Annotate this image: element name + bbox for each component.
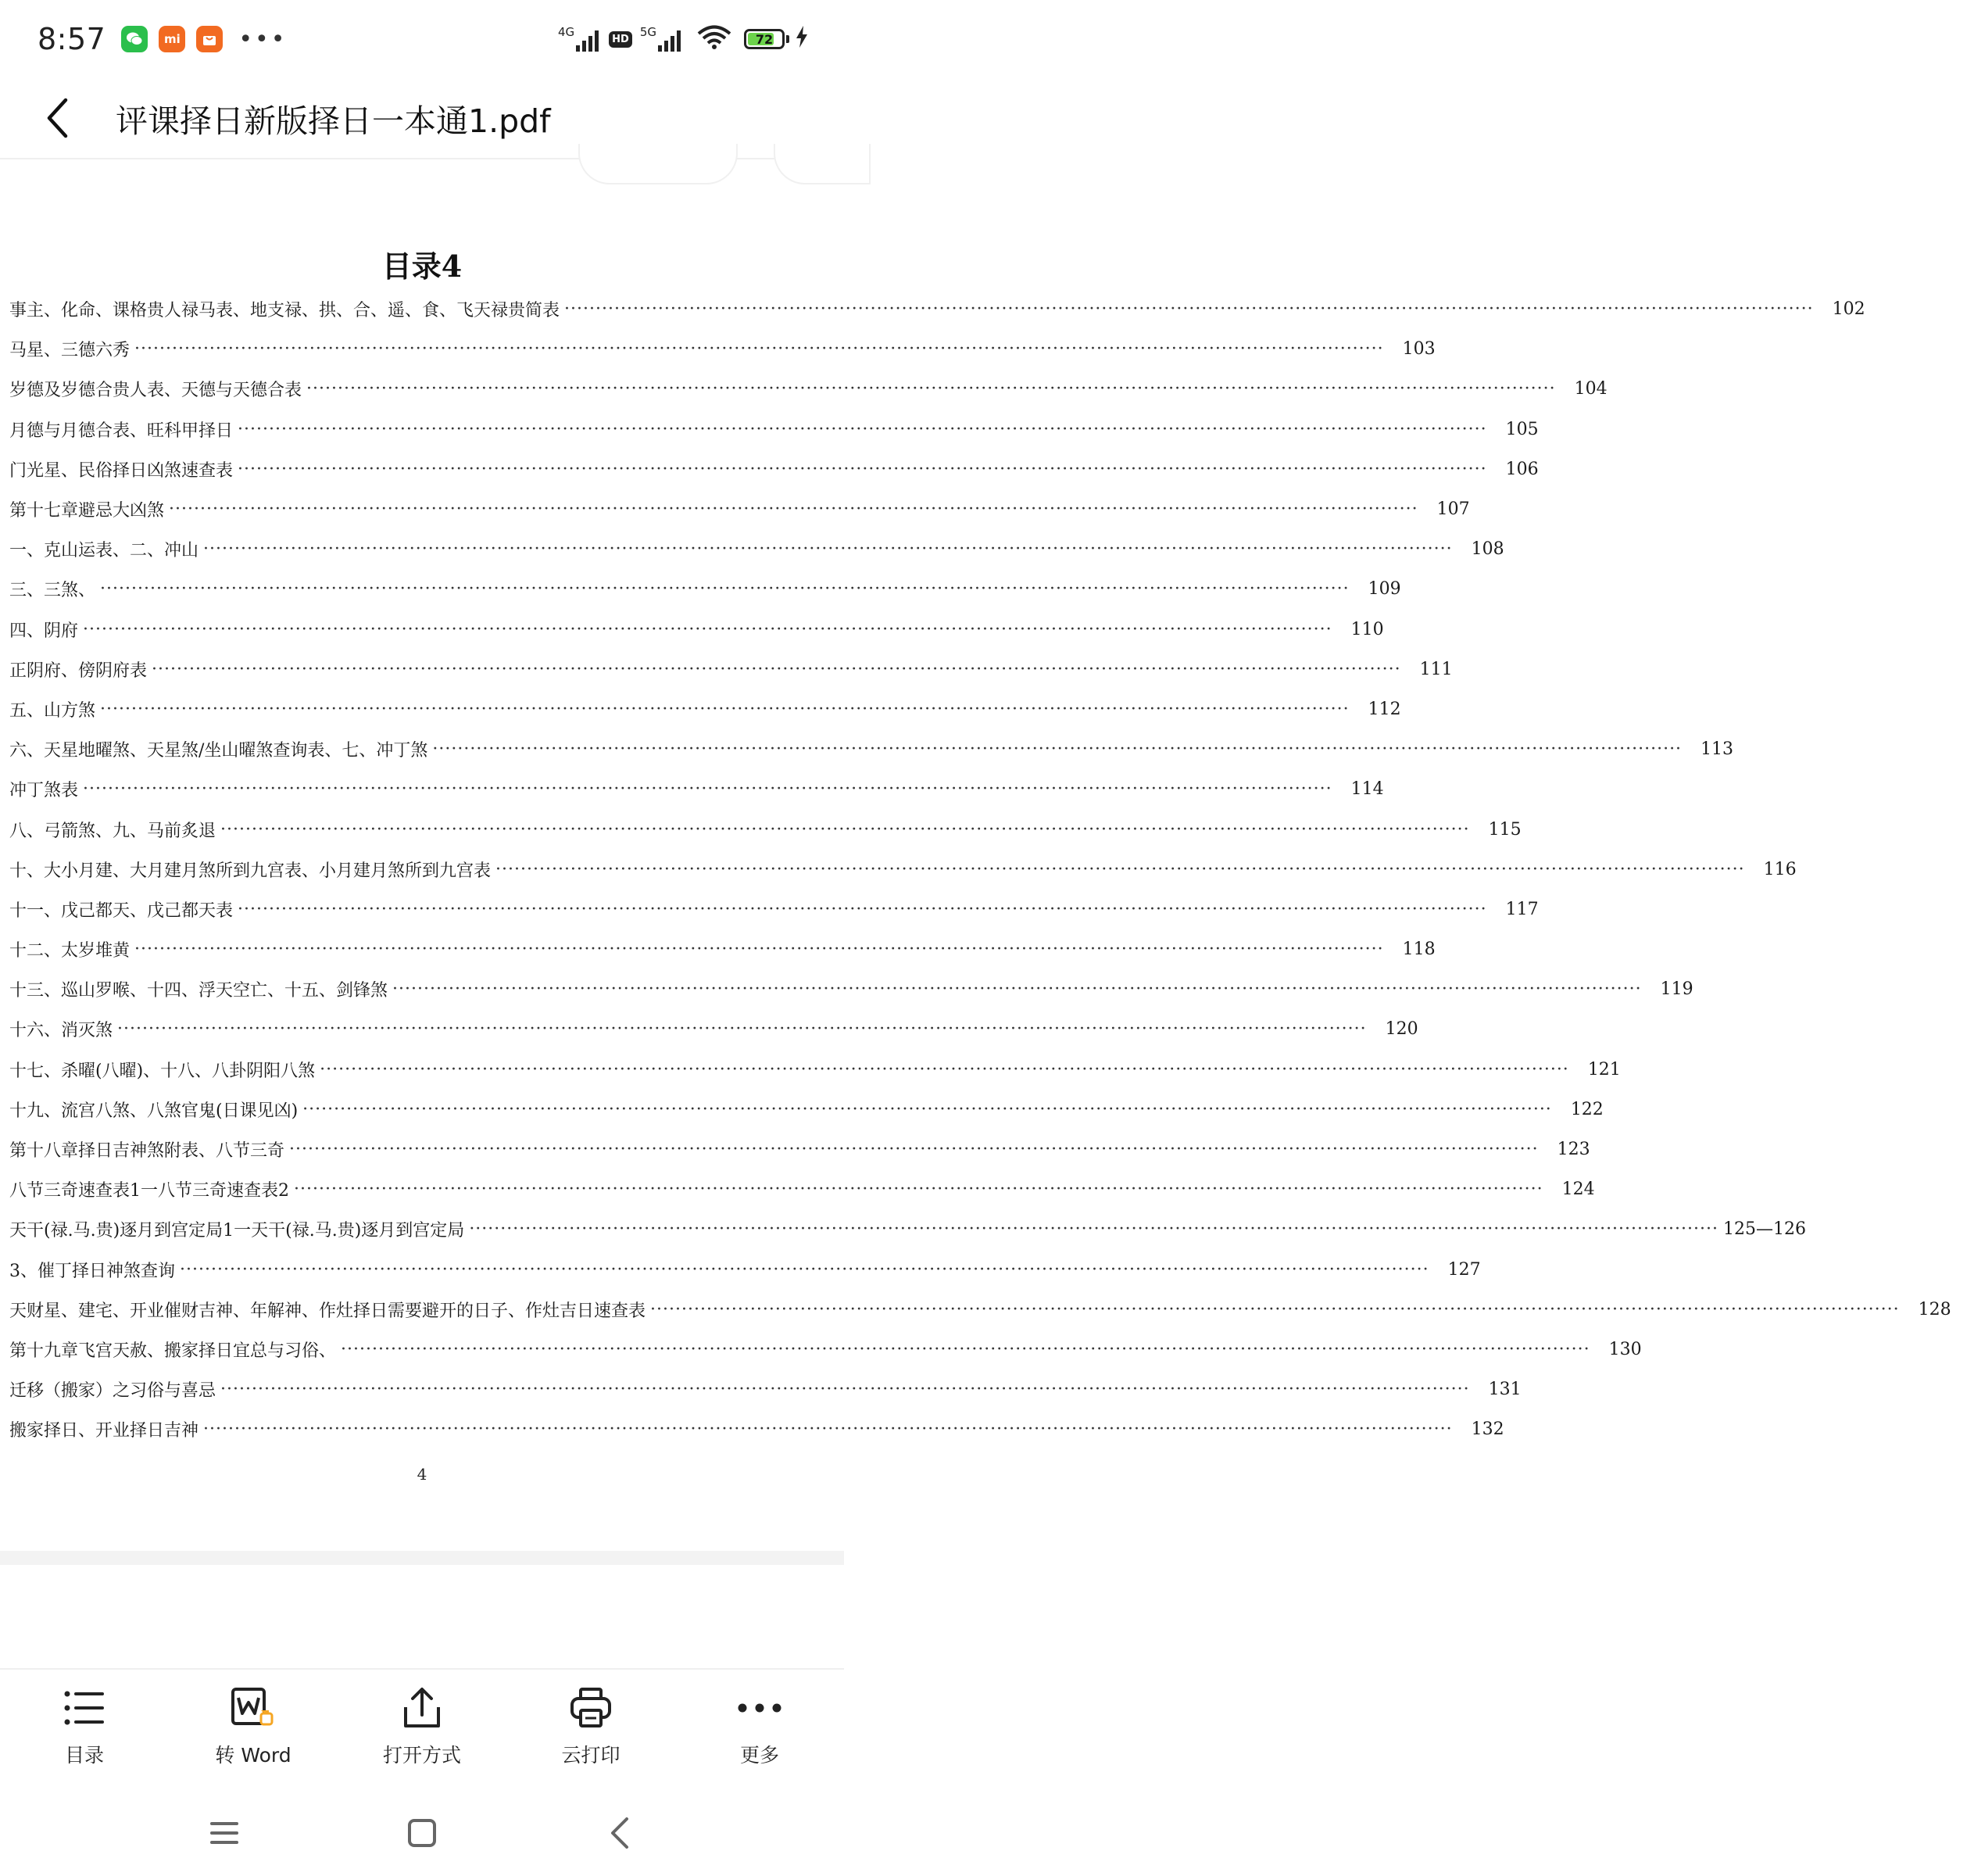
more-dots-icon <box>737 1685 782 1731</box>
toc-button[interactable] <box>0 1670 169 1787</box>
toc-entry-title: 门光星、民俗择日凶煞速查表 <box>9 460 234 481</box>
toc-entry[interactable] <box>9 610 1384 650</box>
toc-entry-title: 冲丁煞表 <box>9 781 79 801</box>
toc-entry-page: 110 <box>1350 619 1384 639</box>
toc-entry-title: 八节三奇速查表1一八节三奇速查表2 <box>9 1181 289 1201</box>
toc-entry-page: 111 <box>1419 659 1453 679</box>
toc-entry[interactable] <box>9 410 1539 449</box>
home-square-icon <box>406 1817 438 1849</box>
toc-entry[interactable] <box>9 289 1865 329</box>
toc-entry-title: 月德与月德合表、旺科甲择日 <box>9 421 234 441</box>
toc-entry-page: 122 <box>1570 1099 1604 1119</box>
toc-leader-dots: ········································································································································································································ <box>238 899 1487 919</box>
toc-entry-page: 125—126 <box>1722 1219 1806 1240</box>
toc-entry-page: 104 <box>1574 379 1608 399</box>
convert-to-word-label: 转 Word <box>215 1744 291 1767</box>
toc-leader-dots: ········································································································································································································ <box>169 499 1418 520</box>
toc-list <box>9 289 1951 1449</box>
mi-app-icon: mi <box>159 26 185 52</box>
toc-leader-dots: ········································································································································································································ <box>341 1339 1590 1359</box>
toc-entry-title: 十、大小月建、大月建月煞所到九宫表、小月建月煞所到九宫表 <box>9 861 492 881</box>
menu-icon <box>209 1820 240 1846</box>
toc-entry-page: 131 <box>1488 1380 1522 1400</box>
word-convert-icon <box>230 1685 277 1731</box>
toc-entry-title: 五、山方煞 <box>9 700 96 721</box>
toc-entry-page: 106 <box>1505 459 1539 479</box>
toc-leader-dots: ········································································································································································································ <box>220 1380 1470 1400</box>
toc-leader-dots: ········································································································································································································ <box>650 1299 1900 1319</box>
toc-entry[interactable] <box>9 449 1539 489</box>
toc-entry[interactable] <box>9 809 1522 849</box>
open-with-button[interactable] <box>338 1670 506 1787</box>
toc-entry[interactable] <box>9 529 1504 569</box>
toc-entry-page: 124 <box>1561 1180 1595 1200</box>
toc-entry-page: 114 <box>1350 779 1384 800</box>
toc-entry[interactable] <box>9 769 1384 809</box>
toc-entry-page: 119 <box>1660 979 1693 1000</box>
toc-entry-page: 123 <box>1557 1140 1590 1160</box>
toc-leader-dots: ········································································································································································································ <box>180 1259 1429 1280</box>
more-notifications-icon: ••• <box>238 25 288 53</box>
network-label-5g: 5G <box>639 25 656 39</box>
toc-leader-dots: ········································································································································································································ <box>100 579 1350 600</box>
toc-leader-dots: ········································································································································································································ <box>564 299 1814 320</box>
toc-entry-page: 128 <box>1918 1299 1951 1319</box>
toc-leader-dots: ········································································································································································································ <box>302 1099 1552 1119</box>
page-tab-decoration <box>578 144 738 184</box>
toc-leader-dots: ········································································································································································································ <box>495 859 1745 879</box>
toc-leader-dots: ········································································································································································································ <box>306 379 1556 399</box>
convert-to-word-button[interactable] <box>169 1670 338 1787</box>
page-number: 4 <box>417 1465 427 1484</box>
toc-leader-dots: ········································································································································································································ <box>220 819 1470 840</box>
toc-entry-page: 116 <box>1763 859 1797 879</box>
bottom-toolbar <box>0 1668 844 1787</box>
document-title: 评课择日新版择日一本通1.pdf <box>116 102 551 140</box>
signal-5g <box>640 27 683 52</box>
toc-entry-title: 六、天星地曜煞、天星煞/坐山曜煞查询表、七、冲丁煞 <box>9 741 428 761</box>
toc-entry[interactable] <box>9 569 1401 609</box>
toc-entry[interactable] <box>9 1409 1504 1449</box>
toc-entry-title: 十六、消灭煞 <box>9 1021 113 1041</box>
toc-entry-title: 正阴府、傍阴府表 <box>9 661 148 681</box>
toc-entry[interactable] <box>9 929 1436 969</box>
toc-entry[interactable] <box>9 369 1608 409</box>
more-button[interactable] <box>675 1670 844 1787</box>
toc-leader-dots: ········································································································································································································ <box>469 1219 1718 1240</box>
notification-icons <box>121 26 287 53</box>
toc-entry-page: 132 <box>1471 1420 1504 1440</box>
toc-entry-title: 十七、杀曜(八曜)、十八、八卦阴阳八煞 <box>9 1061 316 1081</box>
toc-entry[interactable] <box>9 1290 1951 1330</box>
toc-entry-title: 三、三煞、 <box>9 581 96 601</box>
page-tab-decoration <box>774 144 871 184</box>
toc-leader-dots: ········································································································································································································ <box>238 459 1487 479</box>
toc-entry-title: 十九、流宫八煞、八煞官鬼(日课见凶) <box>9 1101 299 1121</box>
system-nav-bar <box>0 1790 844 1876</box>
toc-leader-dots: ········································································································································································································ <box>83 619 1332 639</box>
toc-entry[interactable] <box>9 890 1539 929</box>
system-back-button[interactable] <box>596 1810 643 1856</box>
toc-entry-page: 103 <box>1402 339 1436 360</box>
toc-entry[interactable] <box>9 1130 1590 1169</box>
toc-leader-dots: ········································································································································································································ <box>134 940 1384 960</box>
status-time: 8:57 <box>38 22 106 56</box>
toc-entry-page: 115 <box>1488 819 1522 840</box>
share-upload-icon <box>402 1685 442 1731</box>
toc-entry-title: 天财星、建宅、开业催财吉神、年解神、作灶择日需要避开的日子、作灶吉日速查表 <box>9 1301 646 1321</box>
toc-entry-title: 岁德及岁德合贵人表、天德与天德合表 <box>9 381 302 401</box>
toc-entry[interactable] <box>9 1369 1522 1409</box>
hd-badge: HD <box>609 31 632 48</box>
toc-entry[interactable] <box>9 489 1470 529</box>
toc-entry-page: 102 <box>1832 299 1865 320</box>
toc-leader-dots: ········································································································································································································ <box>432 739 1683 760</box>
toc-entry-title: 十一、戊己都天、戊己都天表 <box>9 900 234 921</box>
toc-leader-dots: ········································································································································································································ <box>203 1420 1453 1440</box>
toc-entry-title: 马星、三德六秀 <box>9 341 131 361</box>
pdf-viewer[interactable] <box>0 159 1951 1551</box>
signal-bars-icon <box>576 30 601 52</box>
charging-icon <box>796 26 808 53</box>
system-indicators <box>558 25 808 53</box>
battery-cap <box>786 35 789 43</box>
toc-entry-page: 130 <box>1608 1339 1642 1359</box>
toc-entry[interactable] <box>9 850 1797 890</box>
printer-icon <box>570 1685 612 1731</box>
status-bar <box>0 0 844 78</box>
cloud-print-button[interactable] <box>506 1670 675 1787</box>
toc-entry-title: 第十八章择日吉神煞附表、八节三奇 <box>9 1141 285 1162</box>
toc-entry-page: 118 <box>1402 940 1436 960</box>
toc-entry-page: 117 <box>1505 899 1539 919</box>
toc-entry-title: 搬家择日、开业择日吉神 <box>9 1421 199 1441</box>
toc-entry-page: 112 <box>1368 699 1401 719</box>
toc-entry-title: 迁移（搬家）之习俗与喜忌 <box>9 1381 216 1402</box>
toc-entry-title: 四、阴府 <box>9 621 79 641</box>
pdf-page <box>0 159 1951 1551</box>
toc-entry[interactable] <box>9 1209 1806 1249</box>
toc-title: 目录4 <box>381 249 463 284</box>
signal-bars-icon <box>658 30 683 52</box>
toc-leader-dots: ········································································································································································································ <box>289 1140 1539 1160</box>
back-arrow-icon <box>45 98 69 138</box>
toc-entry[interactable] <box>9 1330 1642 1369</box>
back-chevron-icon <box>608 1816 631 1850</box>
home-button[interactable] <box>399 1810 445 1856</box>
list-icon <box>63 1685 106 1731</box>
toc-entry-title: 十三、巡山罗喉、十四、浮天空亡、十五、剑锋煞 <box>9 981 388 1001</box>
toc-entry-page: 108 <box>1471 539 1504 560</box>
shop-app-icon <box>196 26 223 52</box>
toc-entry-page: 107 <box>1436 499 1470 520</box>
toc-entry-title: 事主、化命、课格贵人禄马表、地支禄、拱、合、遥、食、飞天禄贵简表 <box>9 301 560 321</box>
battery-icon <box>744 29 785 49</box>
toc-entry-page: 127 <box>1447 1259 1481 1280</box>
toc-entry-title: 第十九章飞宫天赦、搬家择日宜总与习俗、 <box>9 1341 337 1361</box>
toc-entry[interactable] <box>9 329 1436 369</box>
signal-4g <box>558 27 601 52</box>
wifi-icon <box>697 25 731 53</box>
toc-entry[interactable] <box>9 689 1401 729</box>
toc-entry[interactable] <box>9 1090 1604 1130</box>
toc-leader-dots: ········································································································································································································ <box>392 979 1642 1000</box>
toc-entry-page: 105 <box>1505 419 1539 439</box>
toc-entry-page: 121 <box>1587 1059 1621 1079</box>
toc-entry[interactable] <box>9 1009 1418 1049</box>
toc-leader-dots: ········································································································································································································ <box>83 779 1332 800</box>
toc-entry-page: 109 <box>1368 579 1401 600</box>
toc-entry[interactable] <box>9 1169 1595 1209</box>
toc-leader-dots: ········································································································································································································ <box>238 419 1487 439</box>
more-label: 更多 <box>739 1744 779 1767</box>
toc-leader-dots: ········································································································································································································ <box>117 1019 1367 1040</box>
toc-entry[interactable] <box>9 1250 1481 1290</box>
page-separator <box>0 1551 844 1565</box>
toc-entry-title: 一、克山运表、二、冲山 <box>9 541 199 561</box>
toc-leader-dots: ········································································································································································································ <box>320 1059 1569 1079</box>
toc-leader-dots: ········································································································································································································ <box>152 659 1401 679</box>
toc-entry-title: 3、催丁择日神煞查询 <box>9 1261 175 1281</box>
back-button[interactable] <box>45 95 77 141</box>
toc-entry[interactable] <box>9 1050 1621 1090</box>
toc-leader-dots: ········································································································································································································ <box>203 539 1453 560</box>
toc-leader-dots: ········································································································································································································ <box>294 1180 1543 1200</box>
toc-entry[interactable] <box>9 969 1693 1009</box>
toc-entry-page: 113 <box>1701 739 1734 760</box>
toc-button-label: 目录 <box>64 1744 104 1767</box>
wechat-icon <box>121 26 148 52</box>
toc-entry-page: 120 <box>1385 1019 1418 1040</box>
toc-leader-dots: ········································································································································································································ <box>100 699 1350 719</box>
open-with-label: 打开方式 <box>382 1744 461 1767</box>
toc-entry[interactable] <box>9 729 1734 769</box>
toc-entry-title: 天干(禄.马.贵)逐月到宫定局1一天干(禄.马.贵)逐月到宫定局 <box>9 1221 465 1241</box>
toc-entry[interactable] <box>9 650 1453 689</box>
recent-apps-button[interactable] <box>201 1810 248 1856</box>
toc-leader-dots: ········································································································································································································ <box>134 339 1384 360</box>
toc-entry-title: 十二、太岁堆黄 <box>9 941 131 961</box>
cloud-print-label: 云打印 <box>561 1744 620 1767</box>
battery-level: 72 <box>755 31 774 47</box>
network-label-4g: 4G <box>557 25 575 39</box>
toc-entry-title: 八、弓箭煞、九、马前炙退 <box>9 821 216 841</box>
toc-entry-title: 第十七章避忌大凶煞 <box>9 501 165 521</box>
